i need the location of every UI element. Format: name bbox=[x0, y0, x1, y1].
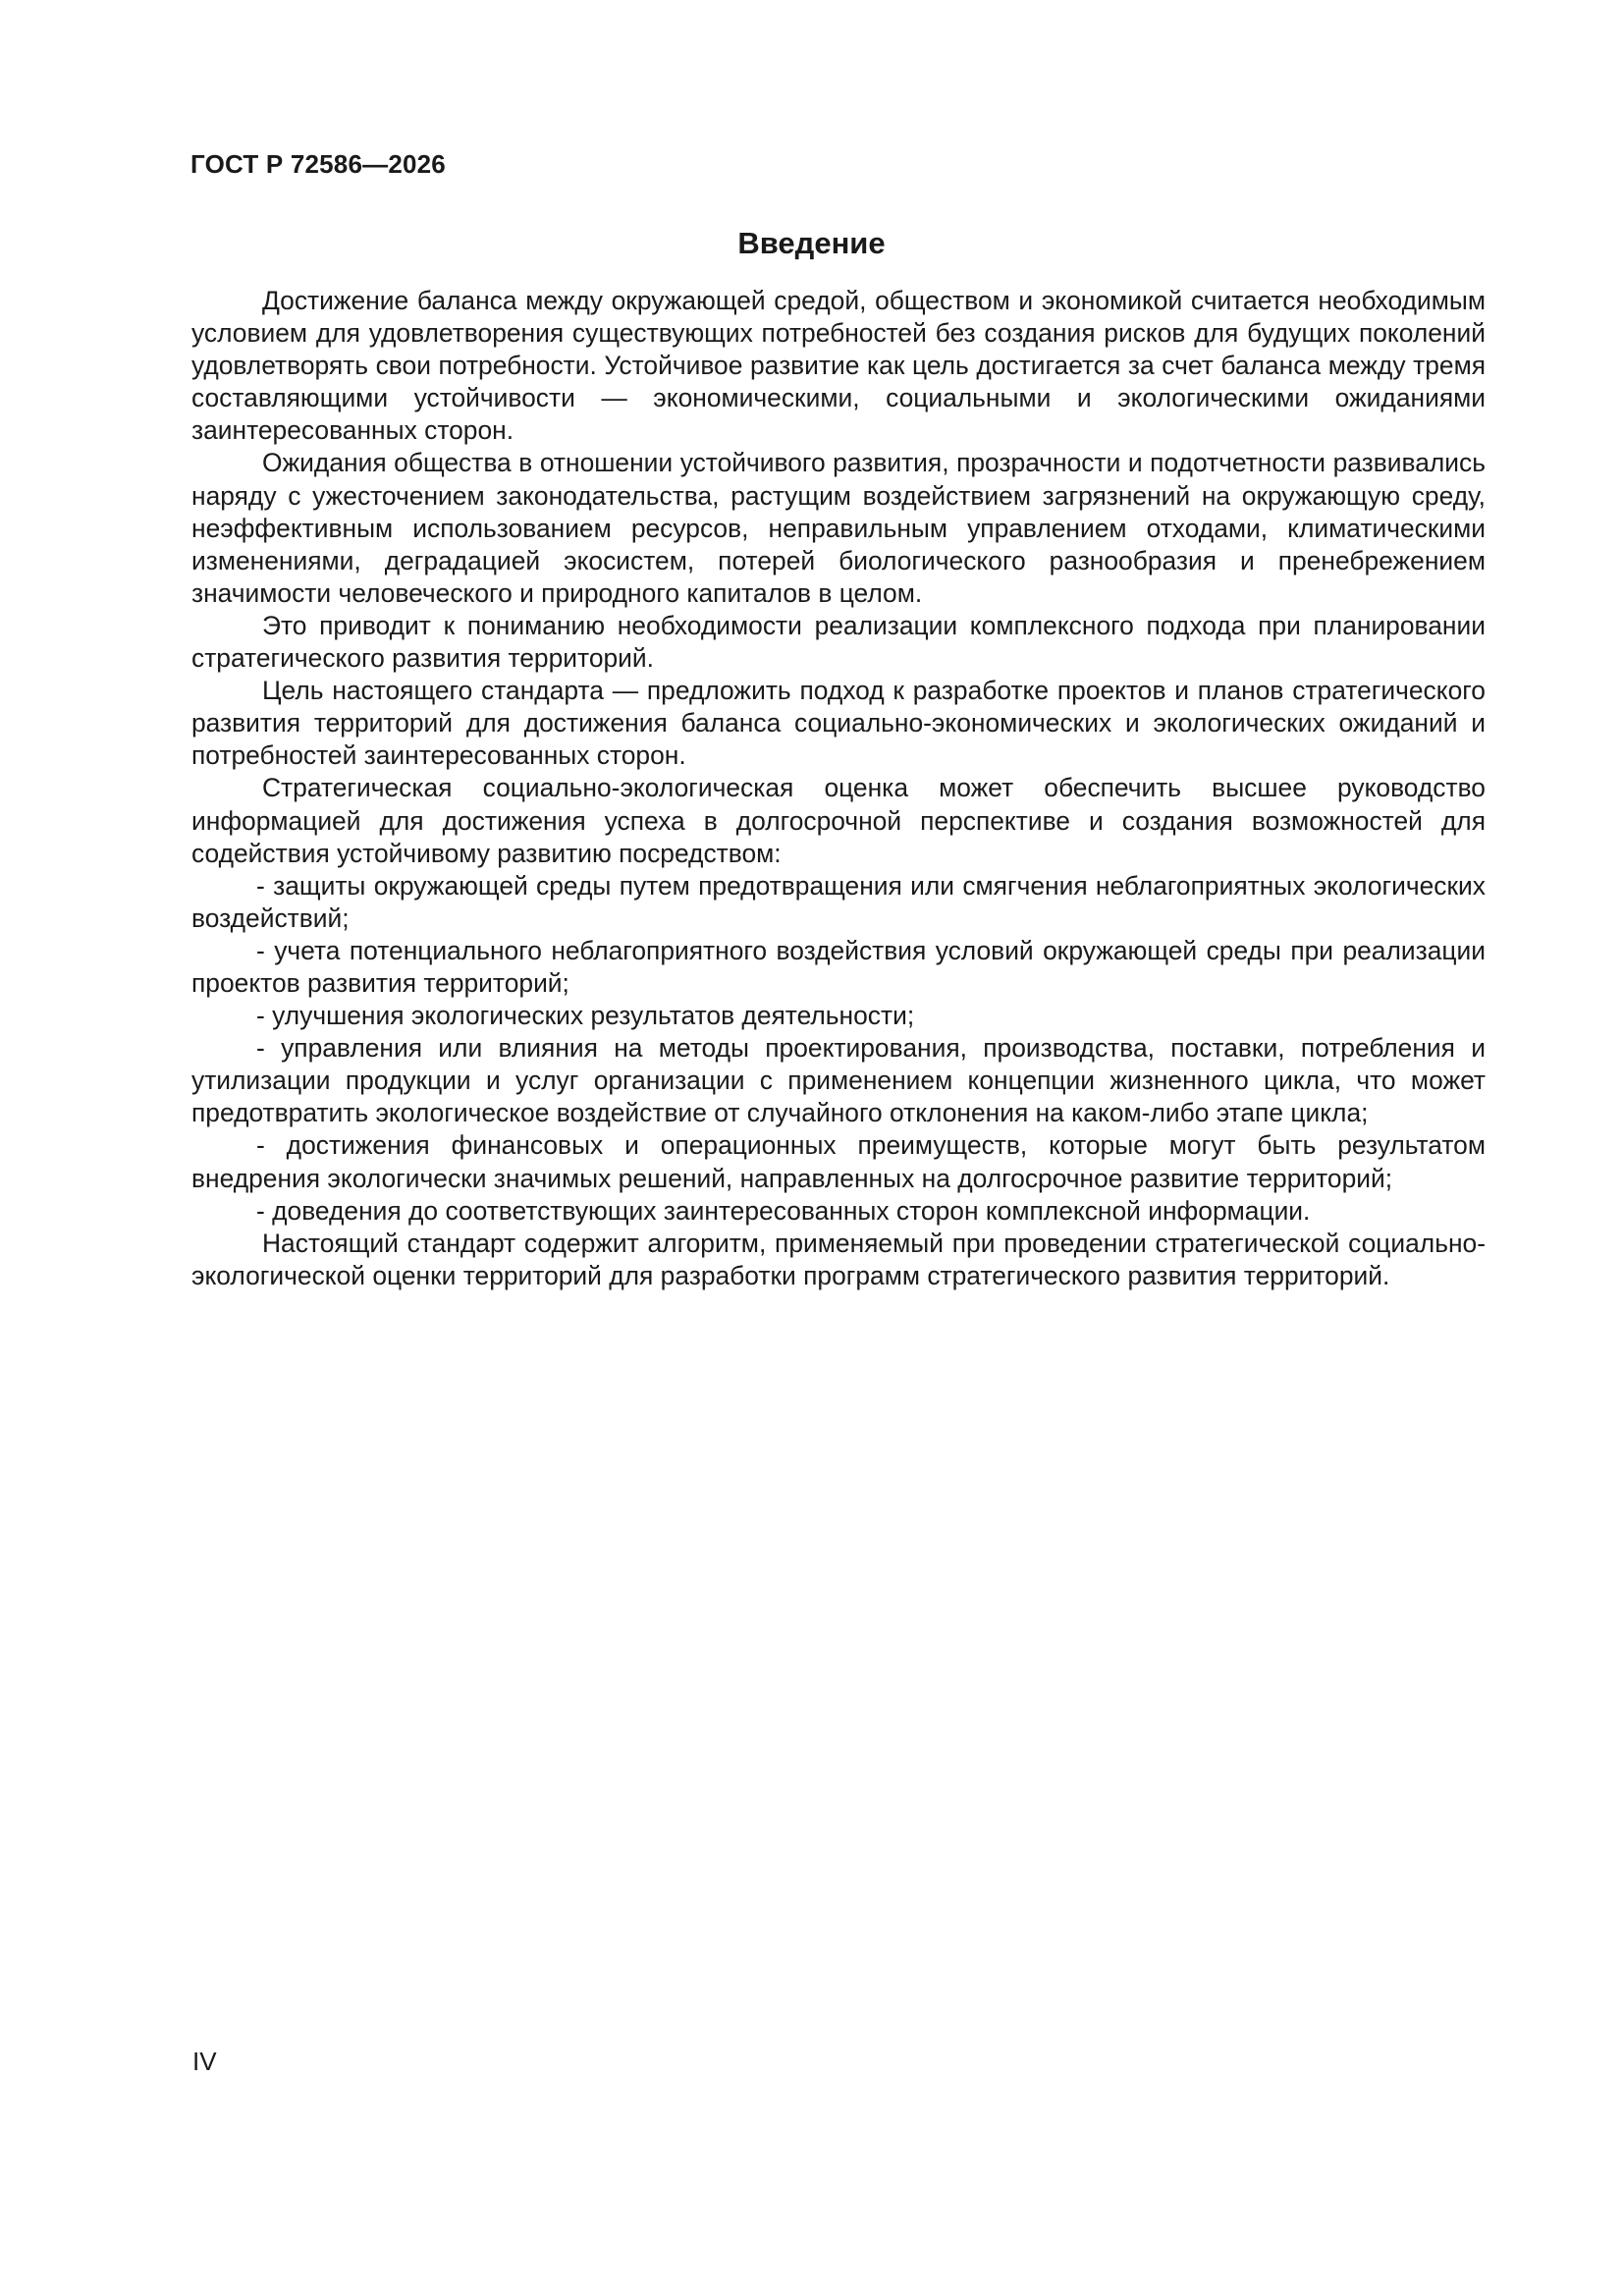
list-item: - учета потенциального неблагоприятного воздействия условий окружающей среды при реализации проектов развития территорий; bbox=[191, 935, 1486, 998]
section-title: Введение bbox=[737, 226, 886, 260]
list-item: - достижения финансовых и операционных преимуществ, которые могут быть результатом внедрения экологически значимых решений, направленных на долгосрочное развитие территорий; bbox=[191, 1130, 1486, 1193]
paragraph: Ожидания общества в отношении устойчивого развития, прозрачности и подотчетности развивались наряду с ужесточением законодательства, растущим воздействием загрязнений на окружающую среду, неэффективным использованием ресурсов, неправильным управлением отходами, климатическими изменениями, деградацией экосистем, потерей биологического разнообразия и пренебрежением значимости человеческого и природного капиталов в целом. bbox=[191, 448, 1486, 608]
list-item: - управления или влияния на методы проектирования, производства, поставки, потребления и утилизации продукции и услуг организации с применением концепции жизненного цикла, что может предотвратить экологическое воздействие от случайного отклонения на каком-либо этапе цикла; bbox=[191, 1033, 1486, 1128]
paragraph: Достижение баланса между окружающей средой, обществом и экономикой считается необходимым условием для удовлетворения существующих потребностей без создания рисков для будущих поколений удовлетворять свои потребности. Устойчивое развитие как цель достигается за счет баланса между тремя составляющими устойчивости — экономическими, социальными и экологическими ожиданиями заинтересованных сторон. bbox=[191, 286, 1486, 446]
paragraph: Настоящий стандарт содержит алгоритм, применяемый при проведении стратегической социально-экологической оценки территорий для разработки программ стратегического развития территорий. bbox=[191, 1228, 1486, 1290]
paragraph: Стратегическая социально-экологическая оценка может обеспечить высшее руководство информацией для достижения успеха в долгосрочной перспективе и создания возможностей для содействия устойчивому развитию посредством: bbox=[191, 773, 1486, 868]
list-item: - защиты окружающей среды путем предотвращения или смягчения неблагоприятных экологических воздействий; bbox=[191, 870, 1486, 933]
paragraph: Цель настоящего стандарта — предложить подход к разработке проектов и планов стратегического развития территорий для достижения баланса социально-экономических и экологических ожиданий и потребностей заинтересованных сторон. bbox=[191, 676, 1486, 771]
standard-code: ГОСТ Р 72586—2026 bbox=[190, 149, 446, 179]
document-body bbox=[191, 285, 1486, 1292]
page-number: IV bbox=[192, 2047, 217, 2076]
list-item: - улучшения экологических результатов деятельности; bbox=[256, 1001, 915, 1031]
list-item: - доведения до соответствующих заинтересованных сторон комплексной информации. bbox=[256, 1195, 1311, 1226]
paragraph: Это приводит к пониманию необходимости реализации комплексного подхода при планировании стратегического развития территорий. bbox=[191, 610, 1486, 674]
